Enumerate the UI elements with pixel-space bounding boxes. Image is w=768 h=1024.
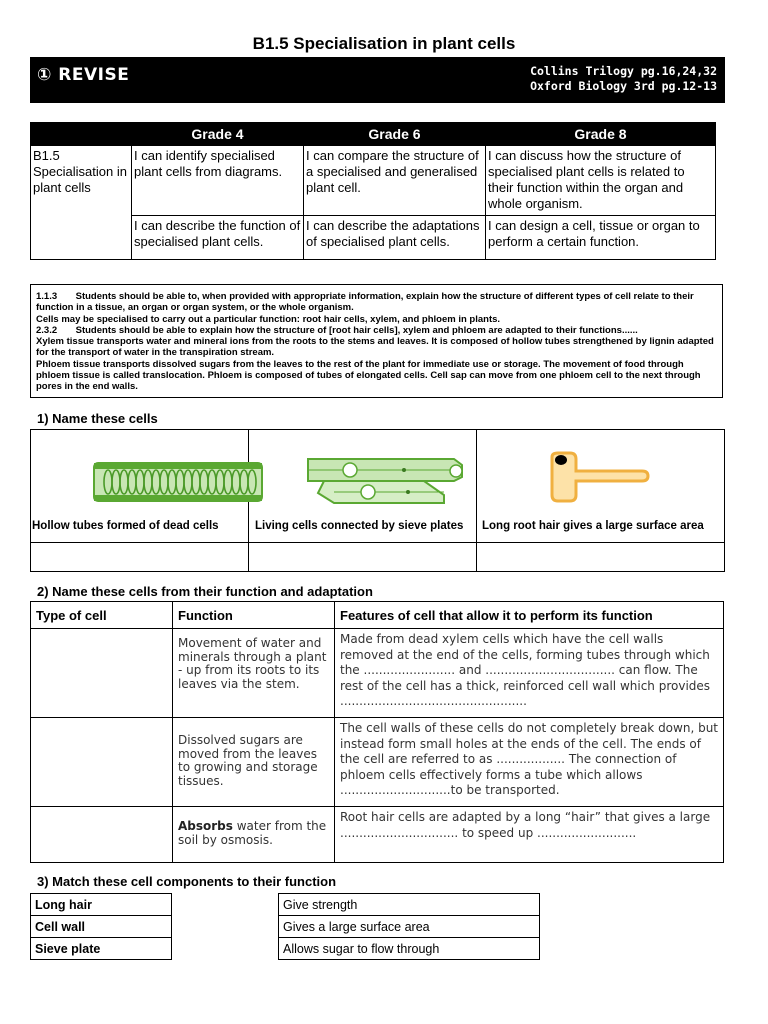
features-header: Features of cell that allow it to perform its function (335, 602, 724, 629)
spec-phloem: Phloem tissue transports dissolved sugars from the leaves to the rest of the plant for immediate use or storage. The movement of food through phloem tissue is called translocation. Phloem is composed of tubes of elongated cells. Cell sap can move from one phloem cell to the next through pores in the end walls. (36, 358, 701, 393)
spec-text-2: Students should be able to explain how the structure of [root hair cells], xylem and phloem are adapted to their functions...... (75, 324, 638, 336)
phloem-function: Dissolved sugars are moved from the leaves to growing and storage tissues. (173, 718, 335, 807)
xylem-caption: Hollow tubes formed of dead cells (32, 520, 219, 532)
components-column (30, 893, 172, 960)
component-long-hair[interactable]: Long hair (31, 894, 172, 916)
spec-number-2: 2.3.2 (36, 324, 58, 336)
cell-function-table (30, 601, 724, 863)
phloem-type-answer[interactable] (31, 718, 173, 807)
xylem-illustration (92, 461, 264, 503)
functions-column (278, 893, 540, 960)
spec-xylem: Xylem tissue transports water and mineral ions from the roots to the stems and leaves. It is composed of hollow tubes strengthened by lignin adapted for the transport of water in the transpiration stream. (36, 336, 714, 359)
grade-8-statement-1: I can discuss how the structure of specialised plant cells is related to their function within the organ and whole organism. (486, 146, 716, 216)
reference-collins: Collins Trilogy pg.16,24,32 (530, 64, 717, 78)
phloem-features: The cell walls of these cells do not completely break down, but instead form small holes at the ends of the cell. The ends of the cell are referred to as .................. The connection of phloem cells effectively forms a tube which allows .............................to be transported. (335, 718, 724, 807)
phloem-caption: Living cells connected by sieve plates (255, 520, 464, 532)
root-hair-type-answer[interactable] (31, 807, 173, 863)
spec-text-1: Students should be able to, when provided with appropriate information, explain how the structure of different types of cell relate to their function in a tissue, an organ or organ system, or the whole organism. (36, 291, 694, 314)
spec-cells-note: Cells may be specialised to carry out a particular function: root hair cells, xylem, and phloem in plants. (36, 313, 501, 325)
function-give-strength[interactable]: Give strength (279, 894, 540, 916)
function-header: Function (173, 602, 335, 629)
component-sieve-plate[interactable]: Sieve plate (31, 938, 172, 960)
grade-descriptor-table (30, 122, 716, 260)
grade-6-statement-2: I can describe the adaptations of specialised plant cells. (304, 216, 486, 260)
phloem-illustration (304, 455, 466, 507)
q2-heading: 2) Name these cells from their function and adaptation (37, 584, 373, 599)
reference-oxford: Oxford Biology 3rd pg.12-13 (530, 79, 717, 93)
revise-label: ① REVISE (37, 65, 130, 85)
grade-8-statement-2: I can design a cell, tissue or organ to perform a certain function. (486, 216, 716, 260)
grade-6-header: Grade 6 (304, 123, 486, 146)
page-title: B1.5 Specialisation in plant cells (252, 34, 516, 53)
root-hair-illustration (548, 449, 658, 505)
function-surface-area[interactable]: Gives a large surface area (279, 916, 540, 938)
root-hair-function (173, 807, 335, 863)
root-hair-function-text: water from the soil by osmosis. (178, 819, 327, 847)
q1-heading: 1) Name these cells (37, 411, 158, 426)
grade-header-blank (31, 123, 132, 146)
topic-cell: B1.5 Specialisation in plant cells (31, 146, 132, 260)
revise-banner (30, 57, 725, 103)
xylem-function: Movement of water and minerals through a plant - up from its roots to its leaves via the stem. (173, 629, 335, 718)
component-cell-wall[interactable]: Cell wall (31, 916, 172, 938)
specification-box (30, 284, 723, 398)
function-sugar-flow[interactable]: Allows sugar to flow through (279, 938, 540, 960)
type-of-cell-header: Type of cell (31, 602, 173, 629)
phloem-answer-box[interactable] (248, 542, 477, 572)
name-cells-grid (30, 429, 725, 572)
grade-8-header: Grade 8 (486, 123, 716, 146)
xylem-answer-box[interactable] (30, 542, 249, 572)
grade-4-statement-2: I can describe the function of specialised plant cells. (132, 216, 304, 260)
grade-4-header: Grade 4 (132, 123, 304, 146)
grade-4-statement-1: I can identify specialised plant cells from diagrams. (132, 146, 304, 216)
grade-6-statement-1: I can compare the structure of a specialised and generalised plant cell. (304, 146, 486, 216)
root-hair-features: Root hair cells are adapted by a long “hair” that gives a large ............................... to speed up .......................... (335, 807, 724, 863)
textbook-references (530, 64, 717, 94)
spec-number-1: 1.1.3 (36, 291, 58, 302)
absorbs-bold: Absorbs (178, 819, 233, 833)
xylem-features: Made from dead xylem cells which have the cell walls removed at the end of the cells, forming tubes through which the ........................ and .................................. can flow. The rest of the cell has a thick, reinforced cell wall which provides ................................................. (335, 629, 724, 718)
xylem-type-answer[interactable] (31, 629, 173, 718)
root-hair-answer-box[interactable] (476, 542, 725, 572)
root-hair-caption: Long root hair gives a large surface area (482, 520, 704, 532)
q3-heading: 3) Match these cell components to their function (37, 874, 337, 889)
